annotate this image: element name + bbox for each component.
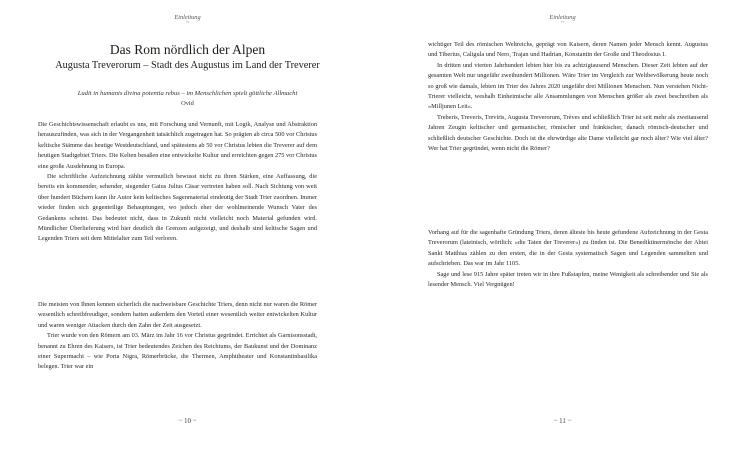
- page-number-text: 10: [184, 417, 191, 425]
- folio-ornament-left: ~: [553, 417, 558, 425]
- paragraph: Trier wurde von den Römern am 03. März im Jahr 16 vor Christus gegründet. Errichtet als Garnisonsstadt, benannt zu Ehren des Kaisers, ist Trier bedeutendes Zeichen des Reichtums, der Baukunst und der Dominanz einer Supermacht – wie Porta Nigra, Römerbrücke, die Thermen, Amphitheater und Konstantinbasilika belegen. Trier war ein: [38, 332, 317, 371]
- paragraph: Treberis, Treveris, Trevirīs, Augusta Treverorum, Trèves und schließlich Trier ist seit mehr als zweitausend Jahren Zeugin keltischer und germanischer, römischer und fränkischer, danach römisch-deutscher und schließlich deutscher Geschichte. Doch ist die ehrwürdige alte Dame vielleicht gar noch älter? Wie viel älter? Wer hat Trier gegründet, wenn nicht die Römer?: [428, 113, 708, 153]
- folio-ornament-right: ~: [567, 417, 572, 425]
- page-number: [0, 417, 375, 425]
- paragraph: wichtiger Teil des römischen Weltreichs, geprägt von Kaisern, deren Namen jeder Mensch kennt. Augustus und Tiberius, Caligula und Nero, Trajan und Hadrian, Konstantin der Große und Theodosius I.: [428, 41, 708, 59]
- paragraph: Die Geschichtswissenschaft erlaubt es uns, mit Forschung und Vernunft, mit Logik, Analyse und Abstraktion herauszufinden, was sich in der Vergangenheit tatsächlich zugetragen hat. So prägten ab circa 500 vor Christus keltische Stämme das heutige Westdeutschland, und spätestens ab 50 vor Christus lebten die Treverer auf dem heutigen Stadtgebiet Triers. Die Kelten besaßen eine entwickelte Kultur und erreichten gegen 275 vor Christus eine große Ausdehnung in Europa.: [38, 121, 318, 170]
- epigraph-german: im Menschlichen spielt göttliche Allmacht: [186, 90, 298, 97]
- epigraph: Ludit in humanis divina potentia rebus – im Menschlichen spielt göttliche Allmacht: [77, 90, 298, 97]
- folio-ornament-right: ~: [192, 417, 197, 425]
- paragraph: Die meisten von Ihnen kennen sicherlich die nachweisbare Geschichte Triers, denn nicht nur waren die Römer wesentlich schreibfreudiger, sondern hatten außerdem den Vorteil einer wesentlich weiter entwickelten Kultur und waren weniger Attacken durch den Zahn der Zeit ausgesetzt.: [38, 301, 317, 329]
- ornament: ~: [560, 20, 565, 26]
- running-head: [375, 14, 750, 26]
- page-number-text: 11: [559, 417, 566, 425]
- epigraph-latin: Ludit in humanis divina potentia rebus: [77, 90, 180, 97]
- text-block: [38, 300, 317, 373]
- chapter-subtitle: Augusta Treverorum – Stadt des Augustus im Land der Treverer: [55, 60, 320, 71]
- paragraph: In dritten und vierten Jahrhundert lebten hier bis zu achtzigtausend Menschen. Dieser Zeit lebten auf der gesamten Welt nur ungefähr zweihundert Millionen. Wäre Trier im Vergleich zur Weltbevölkerung heute noch so groß wie damals, lebten im Trier des Jahres 2020 ungefähr drei Millionen Menschen. Nun verstehen Nicht-Trierer vielleicht, weshalb Einheimische alle Ansammlungen von Menschen größer als zwei beschreiben als »Milljunen Leit«.: [428, 61, 708, 111]
- folio-ornament-left: ~: [178, 417, 183, 425]
- chapter-title: Das Rom nördlich der Alpen: [109, 42, 266, 57]
- running-head-text: Einleitung: [174, 14, 201, 21]
- text-block: [428, 228, 708, 290]
- epigraph-source: Ovid: [181, 100, 194, 107]
- running-head: [0, 14, 375, 26]
- ornament: ~: [185, 20, 190, 26]
- paragraph: Die schriftliche Aufzeichnung zählte vermutlich bewusst nicht zu ihren Stärken, eine Auffassung, die bereits ein kommender, sehender, siegender Gaius Julius Cäsar vertreten haben soll. Nach Sichtung von weit über hundert Büchern kann ihr Autor kein keltisches Sagenmaterial eindeutig der Stadt Trier zuordnen. Immer wieder finden sich gegenteilige Behauptungen, wo jedoch eher der wohlmeinende Wunsch Vater des Gedankens scheint. Das bedeutet nicht, dass in Zukunft nicht vielleicht noch Material gefunden wird. Mündlicher Überlieferung wird hier deutlich die Grenzen aufgezeigt, und deshalb sind keltische Sagen und Legenden Triers seit dem Mittelalter zum Teil verloren.: [38, 173, 317, 243]
- text-block: [428, 40, 708, 154]
- page-number: [375, 417, 750, 425]
- running-head-text: Einleitung: [549, 14, 576, 21]
- text-block: [38, 120, 317, 245]
- right-page: [375, 0, 750, 450]
- paragraph: Sage und lese 915 Jahre später treten wir in ihre Fußstapfen, meine Wenigkeit als schreibender und Sie als lesender Mensch. Viel Vergnügen!: [428, 270, 708, 289]
- paragraph: Vorhang auf für die sagenhafte Gründung Triers, deren älteste bis heute gefundene Aufzeichnung in der Gesta Treverorum (lateinisch, wörtlich: »die Taten der Treverer«) zu finden ist. Die Benediktinermönche der Abtei Sankt Matthias zählen zu den ersten, die in der Gesta systematisch Sagen und Legenden sammelten und aufschrieben. Das war im Jahr 1105.: [428, 229, 708, 268]
